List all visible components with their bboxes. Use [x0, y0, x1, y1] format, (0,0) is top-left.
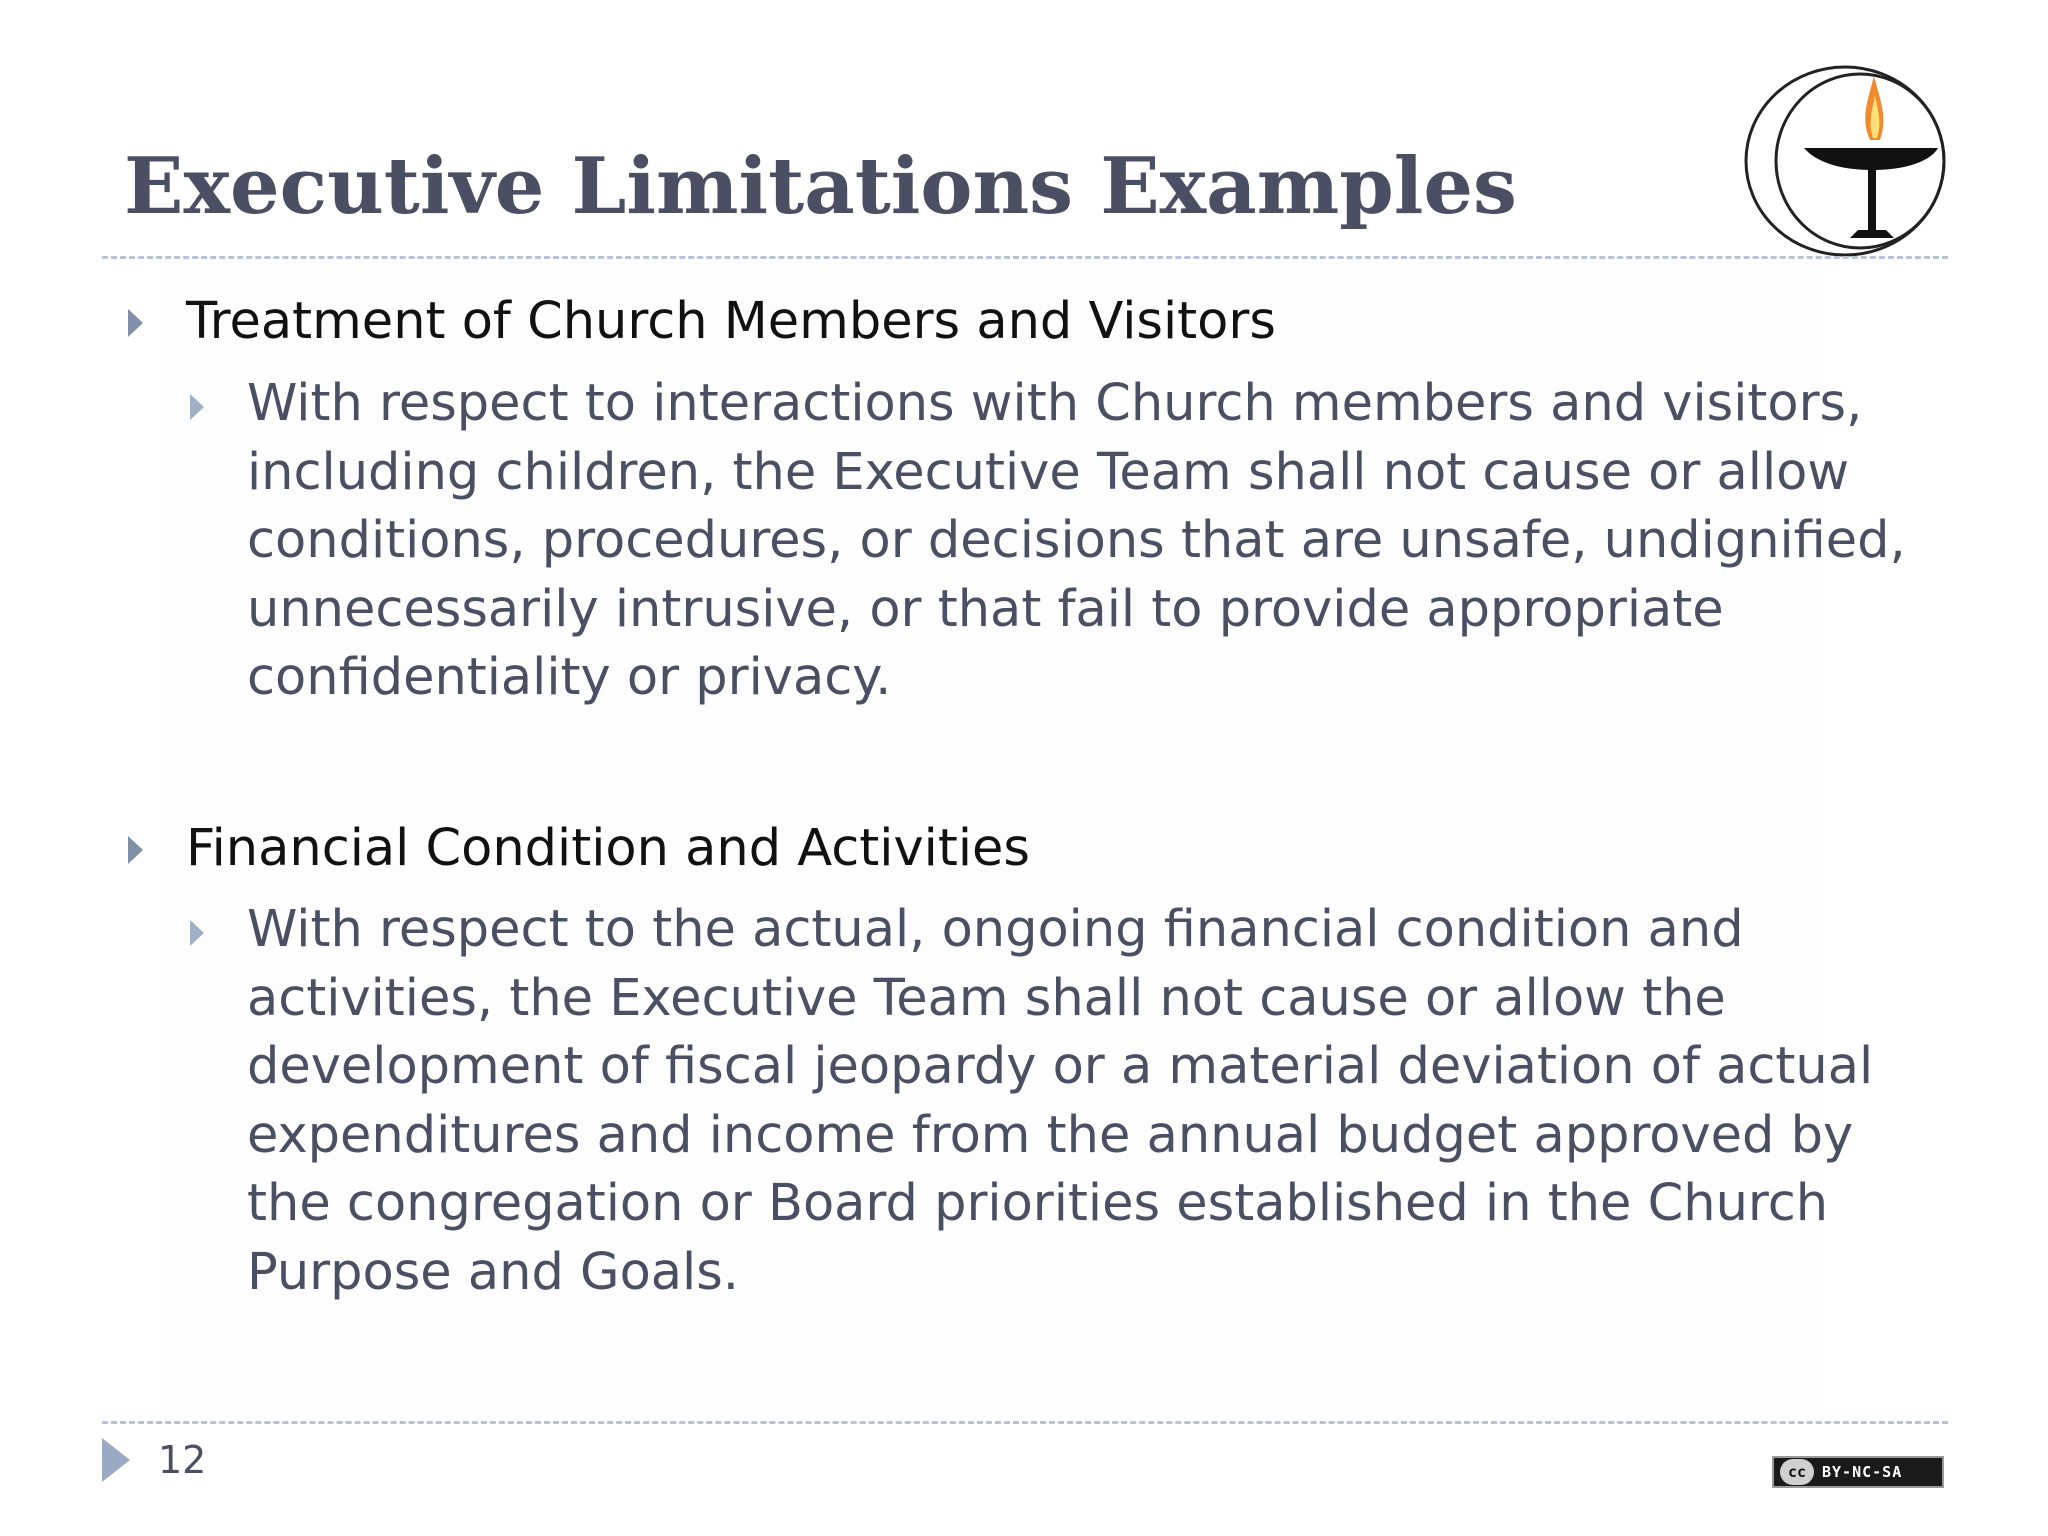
sub-bullet-arrow-icon — [190, 394, 204, 420]
creative-commons-icon: cc — [1780, 1459, 1814, 1485]
footer-arrow-icon — [102, 1438, 130, 1482]
slide-title: Executive Limitations Examples — [124, 141, 1517, 232]
sub-bullet-arrow-icon — [190, 920, 204, 946]
bullet-detail: With respect to interactions with Church members and visitors, including children, the Executive Team shall not cause or allow conditions, procedures, or decisions that are unsafe, undignified, unnecessarily intrusive, or that fail to provide appropriate confidentiality or privacy. — [247, 374, 1906, 707]
page-number: 12 — [158, 1438, 207, 1482]
license-text: BY-NC-SA — [1822, 1463, 1903, 1481]
flaming-chalice-icon — [1742, 62, 1948, 260]
footer-divider — [102, 1421, 1948, 1424]
license-badge — [1772, 1456, 1944, 1488]
bullet-heading: Treatment of Church Members and Visitors — [186, 292, 1276, 351]
bullet-arrow-icon — [128, 836, 143, 864]
title-divider — [102, 256, 1948, 259]
bullet-detail: With respect to the actual, ongoing financial condition and activities, the Executive Team shall not cause or allow the development of fiscal jeopardy or a material deviation of actual expenditures and income from the annual budget approved by the congregation or Board priorities established in the Church Purpose and Goals. — [247, 900, 1874, 1302]
bullet-arrow-icon — [128, 309, 143, 337]
bullet-heading: Financial Condition and Activities — [186, 819, 1030, 878]
